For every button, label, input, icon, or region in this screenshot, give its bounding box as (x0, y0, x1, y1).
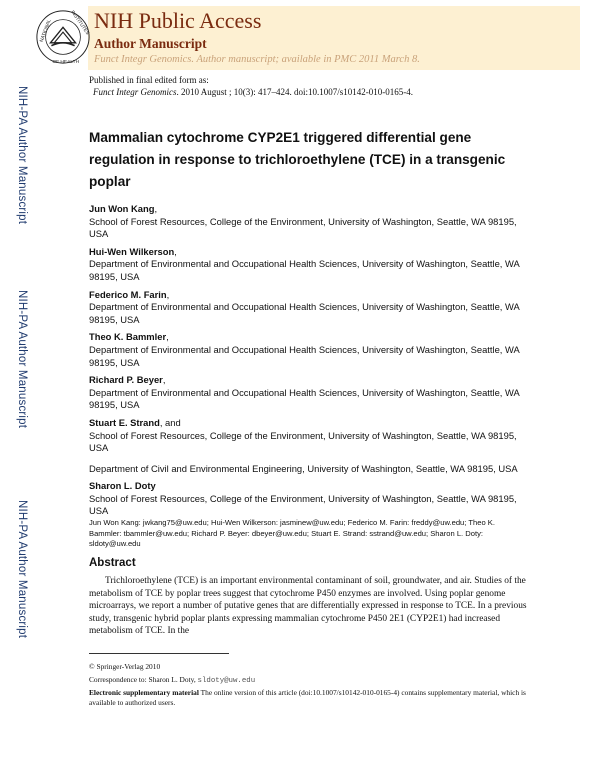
supplementary-note (89, 688, 529, 708)
author-block (89, 480, 529, 518)
publication-info (89, 74, 413, 98)
author-name-line (89, 331, 529, 344)
author-manuscript-label: Author Manuscript (94, 36, 207, 51)
author-name-suffix: , (162, 374, 166, 386)
author-name-line (89, 480, 529, 493)
author-name-suffix: , and (159, 416, 181, 428)
author-block (89, 203, 529, 241)
author-name-line (89, 289, 529, 302)
seal-text-2: INSTITUTES (69, 10, 90, 37)
author-block (89, 289, 529, 327)
published-in-label: Published in final edited form as: (89, 75, 209, 85)
esm-text: The online version of this article (doi:10.1007/s10142-010-0165-4) contains supplementary material, which is available to authorized users. (89, 688, 526, 707)
citation-journal: Funct Integr Genomics (93, 87, 177, 97)
author-name-suffix: , (154, 203, 158, 214)
abstract-text: Trichloroethylene (TCE) is an important environmental contaminant of soil, groundwater, and air. Studies of the metabolism of TCE by poplar trees suggest that cytochrome P450 enzymes are involved. Using poplar genome microarrays, we report a number of putative genes that are differentially expressed in response to TCE. In a previous study, transgenic hybrid poplar plants expressing mammalian cytochrome P450 2E1 (CYP2E1) had increased metabolism of TCE. In the (89, 576, 527, 637)
esm-label: Electronic supplementary material (89, 688, 199, 697)
abstract-heading: Abstract (89, 557, 136, 569)
correspondence-label: Correspondence to: Sharon L. Doty, (89, 675, 198, 684)
journal-availability-line: Funct Integr Genomics. Author manuscript; available in PMC 2011 March 8. (94, 54, 420, 65)
author-name-suffix: , (166, 288, 170, 300)
side-label-1: NIH-PA Author Manuscript (16, 86, 28, 225)
author-block (89, 246, 529, 284)
author-name-suffix: , (174, 245, 177, 257)
author-name: Theo K. Bammler (89, 331, 167, 343)
copyright-note: © Springer-Verlag 2010 (89, 662, 161, 671)
author-name-suffix: , (166, 331, 169, 343)
author-affiliation: School of Forest Resources, College of the Environment, University of Washington, Seattle, WA 98195, USA (89, 429, 517, 454)
seal-text-1: NATIONAL (39, 18, 53, 44)
author-name-line (89, 417, 529, 430)
side-label-3: NIH-PA Author Manuscript (16, 500, 28, 639)
citation-details: . 2010 August ; 10(3): 417–424. doi:10.1007/s10142-010-0165-4. (176, 87, 413, 97)
author-affiliation: Department of Environmental and Occupational Health Sciences, University of Washington, Seattle, WA 98195, USA (89, 258, 520, 282)
author-affiliation: School of Forest Resources, College of the Environment, University of Washington, Seattle, WA 98195, USA (89, 215, 517, 240)
side-label-2: NIH-PA Author Manuscript (16, 290, 28, 429)
citation-line (89, 86, 413, 98)
correspondence-email[interactable]: sldoty@uw.edu (197, 677, 256, 685)
author-affiliation: Department of Environmental and Occupational Health Sciences, University of Washington, Seattle, WA 98195, USA (89, 343, 520, 368)
author-name: Richard P. Beyer (89, 374, 163, 386)
correspondence-note (89, 675, 529, 686)
author-name: Sharon L. Doty (89, 480, 156, 492)
author-name: Stuart E. Strand (89, 416, 160, 428)
author-block (89, 417, 529, 475)
nih-public-access-title: NIH Public Access (94, 8, 262, 33)
nih-seal-logo (34, 7, 92, 67)
author-emails: Jun Won Kang: jwkang75@uw.edu; Hui-Wen Wilkerson: jasminew@uw.edu; Federico M. Farin: freddy@uw.edu; Theo K. Bammler: tbammler@uw.edu; Richard P. Beyer: dbeyer@uw.edu; Stuart E. Strand: sstrand@uw.edu; Sharon L. Doty: sldoty@uw.edu (89, 518, 495, 548)
author-affiliation: Department of Environmental and Occupational Health Sciences, University of Washington, Seattle, WA 98195, USA (89, 301, 520, 325)
author-affiliation: Department of Environmental and Occupational Health Sciences, University of Washington, Seattle, WA 98195, USA (89, 386, 520, 411)
author-name: Jun Won Kang (89, 203, 155, 214)
seal-text-3: OF HEALTH (52, 60, 80, 66)
footnote-rule (89, 653, 229, 654)
author-name-line (89, 246, 529, 259)
article-title: Mammalian cytochrome CYP2E1 triggered differential gene regulation in response to trichloroethylene (TCE) in a transgenic poplar (89, 130, 506, 189)
author-affiliation-secondary: Department of Civil and Environmental Engineering, University of Washington, Seattle, WA 98195, USA (89, 462, 518, 474)
author-block (89, 331, 529, 369)
author-list (89, 203, 529, 523)
author-name: Hui-Wen Wilkerson (89, 245, 175, 257)
author-name-line (89, 374, 529, 387)
author-block (89, 374, 529, 412)
author-name: Federico M. Farin (89, 288, 167, 300)
author-affiliation: School of Forest Resources, College of the Environment, University of Washington, Seattle, WA 98195, USA (89, 492, 517, 517)
author-name-line (89, 203, 529, 216)
